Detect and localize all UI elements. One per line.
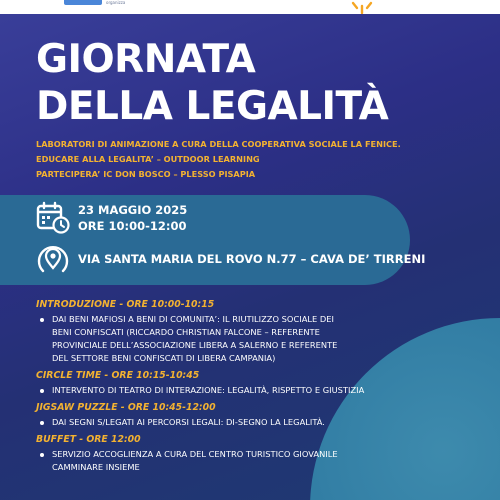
- date-text-group: [78, 202, 187, 234]
- title-line-2: DELLA LEGALITÀ: [36, 84, 389, 129]
- agenda: [36, 296, 481, 478]
- agenda-item: [36, 313, 481, 365]
- agenda-item-line: INTERVENTO DI TEATRO DI INTERAZIONE: LEGALITÀ, RISPETTO E GIUSTIZIA: [52, 385, 365, 395]
- map-pin-icon: [34, 240, 72, 278]
- agenda-item-line: DAI BENI MAFIOSI A BENI DI COMUNITA’: IL RIUTILIZZO SOCIALE DEI: [52, 314, 334, 324]
- organizer-logo-caption: organizza: [106, 0, 126, 5]
- agenda-section-title: JIGSAW PUZZLE - ORE 10:45-12:00: [36, 402, 216, 413]
- agenda-section-title: CIRCLE TIME - ORE 10:15-10:45: [36, 370, 200, 381]
- agenda-item-line: DAI SEGNI S/LEGATI AI PERCORSI LEGALI: DI-SEGNO LA LEGALITÀ.: [52, 417, 325, 427]
- agenda-item-line: DEL SETTORE BENI CONFISCATI DI LIBERA CAMPANIA): [52, 353, 276, 363]
- calendar-clock-icon: [34, 199, 72, 237]
- event-location: VIA SANTA MARIA DEL ROVO N.77 – CAVA DE’ TIRRENI: [78, 252, 426, 266]
- subtitle-line: LABORATORI DI ANIMAZIONE A CURA DELLA COOPERATIVA SOCIALE LA FENICE.: [36, 139, 401, 149]
- subtitle-line: EDUCARE ALLA LEGALITA’ – OUTDOOR LEARNING: [36, 154, 260, 164]
- agenda-item-line: SERVIZIO ACCOGLIENZA A CURA DEL CENTRO TURISTICO GIOVANILE: [52, 449, 338, 459]
- organizer-logo: [64, 0, 102, 5]
- subtitle-line: PARTECIPERA’ IC DON BOSCO – PLESSO PISAPIA: [36, 169, 256, 179]
- sun-rays-logo: [342, 0, 382, 14]
- date-row: [34, 199, 187, 237]
- location-row: [34, 240, 425, 278]
- agenda-item: [36, 384, 481, 397]
- page-title: [36, 36, 388, 130]
- event-date: 23 MAGGIO 2025: [78, 203, 188, 217]
- title-line-1: GIORNATA: [36, 37, 256, 82]
- event-time: ORE 10:00-12:00: [78, 219, 187, 233]
- agenda-section-title: INTRODUZIONE - ORE 10:00-10:15: [36, 299, 215, 310]
- agenda-item-line: PROVINCIALE DELL’ASSOCIAZIONE LIBERA A SALERNO E REFERENTE: [52, 340, 338, 350]
- agenda-section-title: BUFFET - ORE 12:00: [36, 434, 141, 445]
- agenda-item: [36, 448, 481, 474]
- agenda-item-line: BENI CONFISCATI (RICCARDO CHRISTIAN FALCONE – REFERENTE: [52, 327, 320, 337]
- agenda-item: [36, 416, 481, 429]
- agenda-item-line: CAMMINARE INSIEME: [52, 462, 140, 472]
- subtitle: [36, 137, 476, 182]
